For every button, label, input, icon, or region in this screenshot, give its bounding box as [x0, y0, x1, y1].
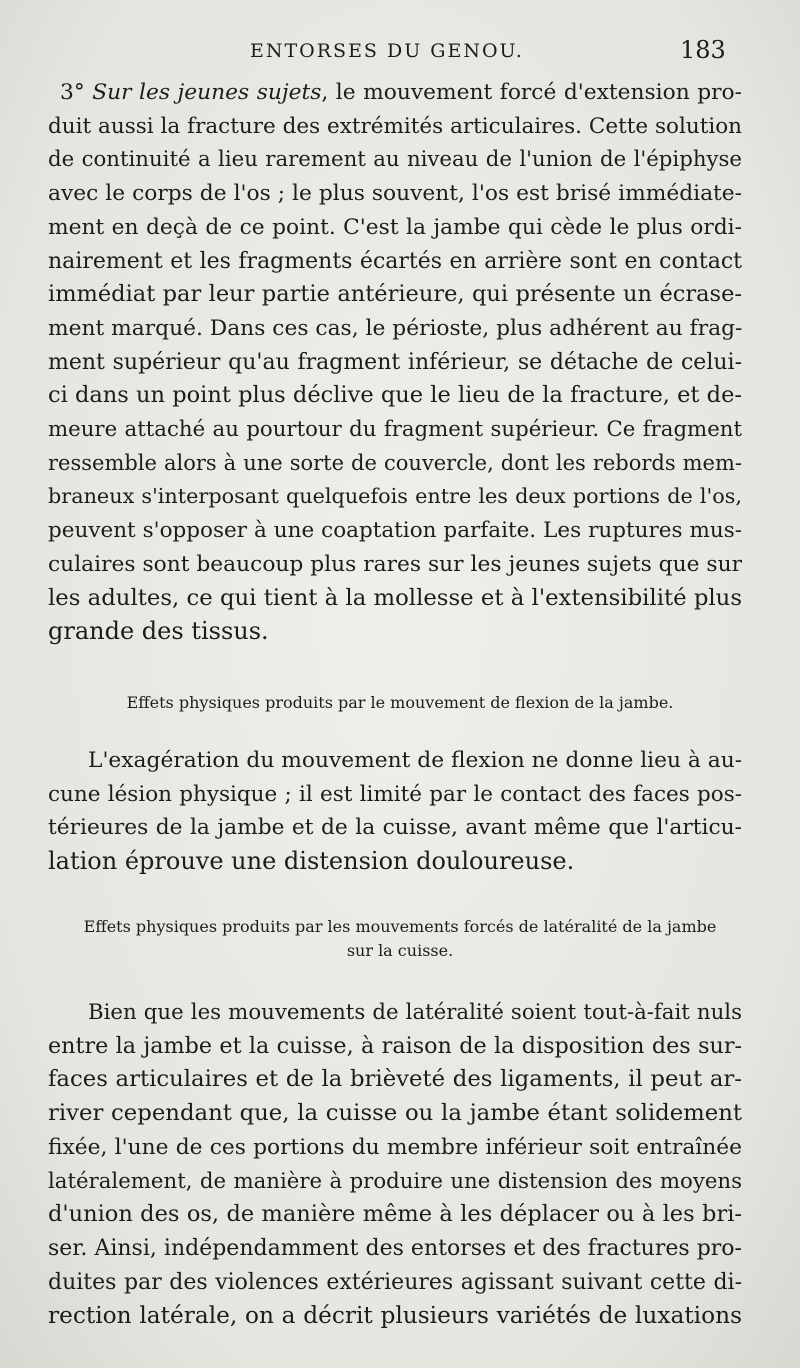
paragraph-line: rection latérale, on a décrit plusieurs variétés de luxations	[48, 1302, 742, 1330]
paragraph-line: ment marqué. Dans ces cas, le périoste, plus adhérent au frag-	[48, 315, 743, 341]
section-heading-laterality	[40, 915, 760, 963]
heading-line: Effets physiques produits par les mouvements forcés de latéralité de la jambe	[83, 917, 717, 936]
paragraph-laterality	[48, 996, 742, 1333]
italic-lead: Sur les jeunes sujets	[92, 80, 322, 105]
paragraph-line: 3° Sur les jeunes sujets, le mouvement forcé d'extension pro-	[60, 80, 743, 105]
paragraph-flexion	[48, 744, 742, 879]
paragraph-line: ser. Ainsi, indépendamment des entorses et des fractures pro-	[48, 1235, 742, 1261]
heading-line: Effets physiques produits par le mouvement de flexion de la jambe.	[126, 693, 674, 712]
heading-line: sur la cuisse.	[346, 941, 454, 960]
paragraph-line: meure attaché au pourtour du fragment supérieur. Ce fragment	[48, 417, 742, 443]
paragraph-line: latéralement, de manière à produire une distension des moyens	[48, 1168, 742, 1194]
paragraph-line: duites par des violences extérieures agissant suivant cette di-	[48, 1269, 742, 1295]
paragraph-line: d'union des os, de manière même à les déplacer ou à les bri-	[48, 1201, 742, 1228]
paragraph-line: nairement et les fragments écartés en arrière sont en contact	[48, 248, 742, 274]
paragraph-line: L'exagération du mouvement de flexion ne donne lieu à au-	[88, 748, 743, 773]
paragraph-line: cune lésion physique ; il est limité par le contact des faces pos-	[48, 781, 742, 807]
paragraph-young-subjects	[48, 76, 742, 649]
paragraph-line: térieures de la jambe et de la cuisse, avant même que l'articu-	[48, 815, 742, 841]
paragraph-line: duit aussi la fracture des extrémités articulaires. Cette solution	[48, 113, 742, 139]
paragraph-line: Bien que les mouvements de latéralité soient tout-à-fait nuls	[88, 1000, 742, 1025]
paragraph-line: immédiat par leur partie antérieure, qui présente un écrase-	[48, 281, 742, 308]
paragraph-line: ressemble alors à une sorte de couvercle, dont les rebords mem-	[48, 450, 742, 475]
paragraph-line: entre la jambe et la cuisse, à raison de la disposition des sur-	[48, 1032, 742, 1059]
running-head	[0, 36, 800, 66]
paragraph-line: de continuité a lieu rarement au niveau de l'union de l'épiphyse	[48, 147, 742, 173]
paragraph-line: ment supérieur qu'au fragment inférieur, se détache de celui-	[48, 349, 742, 375]
page-number: 183	[680, 36, 726, 64]
paragraph-line: les adultes, ce qui tient à la mollesse et à l'extensibilité plus	[48, 584, 742, 611]
paragraph-line: culaires sont beaucoup plus rares sur les jeunes sujets que sur	[48, 551, 742, 577]
paragraph-line: ci dans un point plus déclive que le lieu de la fracture, et de-	[48, 382, 742, 409]
paragraph-line: river cependant que, la cuisse ou la jambe étant solidement	[48, 1100, 742, 1127]
paragraph-line: peuvent s'opposer à une coaptation parfaite. Les ruptures mus-	[48, 518, 742, 544]
paragraph-line: lation éprouve une distension douloureuse.	[48, 847, 575, 876]
running-head-title: ENTORSES DU GENOU.	[250, 40, 524, 62]
paragraph-line: faces articulaires et de la brièveté des ligaments, il peut ar-	[48, 1066, 742, 1093]
paragraph-line: avec le corps de l'os ; le plus souvent, l'os est brisé immédiate-	[48, 181, 742, 207]
list-number: 3°	[60, 80, 85, 105]
paragraph-line: grande des tissus.	[48, 617, 269, 646]
paragraph-line: fixée, l'une de ces portions du membre inférieur soit entraînée	[48, 1134, 742, 1160]
paragraph-line: braneux s'interposant quelquefois entre les deux portions de l'os,	[48, 484, 742, 509]
section-heading-flexion	[40, 691, 760, 715]
paragraph-line: ment en deçà de ce point. C'est la jambe qui cède le plus ordi-	[48, 214, 742, 240]
